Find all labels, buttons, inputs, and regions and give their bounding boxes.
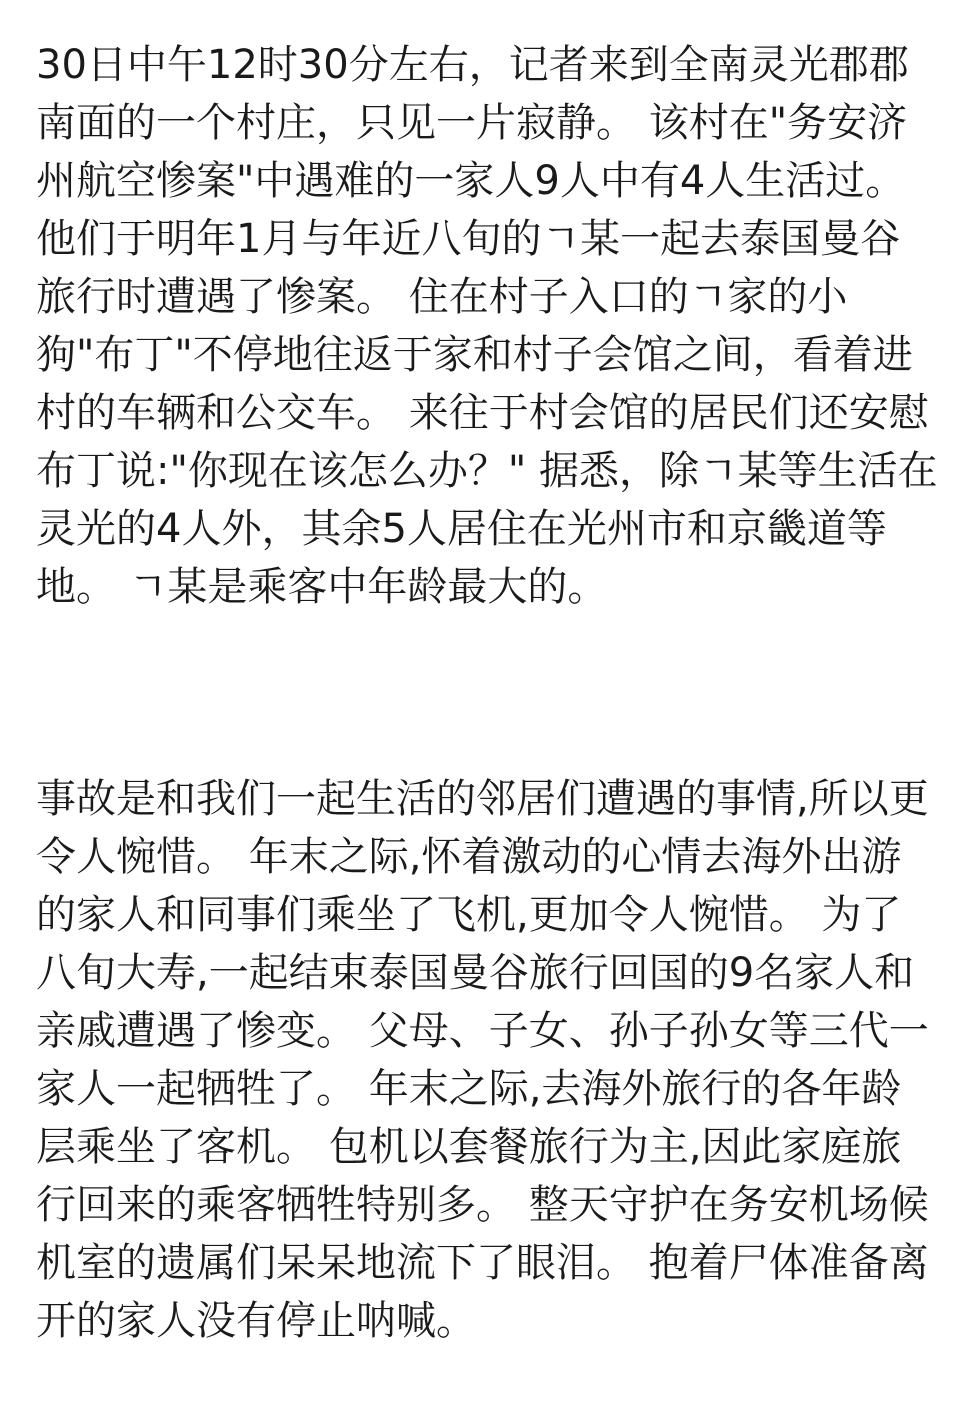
text-line: 州航空惨案"中遇难的一家人9人中有4人生活过。 [36, 158, 906, 204]
text-line: 家人一起牺牲了。 年末之际,去海外旅行的各年龄 [36, 1066, 902, 1112]
text-line: 狗"布丁"不停地往返于家和村子会馆之间，看着进 [36, 332, 913, 378]
text-line: 灵光的4人外，其余5人居住在光州市和京畿道等 [36, 506, 887, 552]
text-line: 机室的遗属们呆呆地流下了眼泪。 抱着尸体准备离 [36, 1240, 929, 1286]
text-line: 亲戚遭遇了惨变。 父母、子女、孙子孙女等三代一 [36, 1008, 929, 1054]
text-line: 行回来的乘客牺牲特别多。 整天守护在务安机场候 [36, 1182, 929, 1228]
text-line: 南面的一个村庄，只见一片寂静。 该村在"务安济 [36, 100, 908, 146]
text-line: 令人惋惜。 年末之际,怀着激动的心情去海外出游 [36, 834, 902, 880]
paragraph-spacer [36, 616, 936, 770]
text-line: 他们于明年1月与年近八旬的ㄱ某一起去泰国曼谷 [36, 216, 901, 262]
paragraph-1 [36, 36, 936, 616]
text-line: 村的车辆和公交车。 来往于村会馆的居民们还安慰 [36, 390, 929, 436]
text-line: 30日中午12时30分左右，记者来到全南灵光郡郡 [36, 42, 909, 88]
text-line: 地。 ㄱ某是乘客中年龄最大的。 [36, 564, 608, 610]
text-line: 层乘坐了客机。 包机以套餐旅行为主,因此家庭旅 [36, 1124, 902, 1170]
text-line: 布丁说:"你现在该怎么办？" 据悉，除ㄱ某等生活在 [36, 448, 938, 494]
text-line: 事故是和我们一起生活的邻居们遭遇的事情,所以更 [36, 776, 929, 822]
text-line: 的家人和同事们乘坐了飞机,更加令人惋惜。 为了 [36, 892, 902, 938]
article-body [36, 36, 936, 1350]
text-line: 八旬大寿,一起结束泰国曼谷旅行回国的9名家人和 [36, 950, 915, 996]
text-line: 旅行时遭遇了惨案。 住在村子入口的ㄱ家的小 [36, 274, 848, 320]
paragraph-2 [36, 770, 936, 1350]
text-line: 开的家人没有停止呐喊。 [36, 1298, 476, 1344]
